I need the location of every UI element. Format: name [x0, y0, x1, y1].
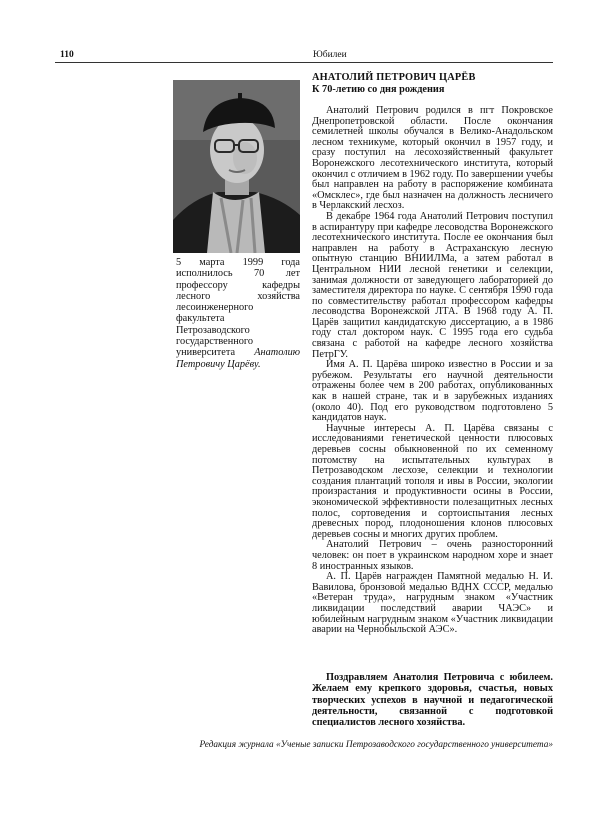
portrait-illustration — [173, 80, 300, 253]
greeting-text: Поздравляем Анатолия Петровича с юбилеем. Желаем ему крепкого здоровья, счастья, новых творческих успехов в научной и педагогической деятельности, связанной с подготовкой специалистов лесного хозяйства. — [312, 672, 553, 729]
paragraph: А. П. Царёв награжден Памятной медалью Н. И. Вавилова, бронзовой медалью ВДНХ СССР, медалью «Ветеран труда», нагрудным знаком «Участник ликвидации последствий аварии ЧАЭС» и юбилейным нагрудным знаком «Участник ликвидации аварии на Чернобыльской АЭС». — [312, 571, 553, 636]
paragraph: Анатолий Петрович родился в пгт Покровское Днепропетровской области. После окончания семилетней школы обучался в Велико-Анадольском лесном техникуме, который окончил в 1957 году, и сразу поступил на лесохозяйственный факультет Воронежского лесотехнического института, который окончил с отличием в 1962 году. По завершении учебы был направлен на работу в распоряжение комбината «Омсклес», где был назначен на должность лесничего в Черлакский лесхоз. — [312, 105, 553, 212]
article-subtitle: К 70-летию со дня рождения — [312, 84, 445, 95]
header-rule — [55, 62, 553, 63]
article-title: АНАТОЛИЙ ПЕТРОВИЧ ЦАРЁВ — [312, 72, 476, 83]
page-number: 110 — [60, 50, 74, 60]
greeting-block — [312, 672, 553, 728]
running-head: Юбилеи — [313, 50, 347, 60]
page-header — [55, 49, 553, 65]
caption-text: 5 марта 1999 года исполнилось 70 лет профессору кафедры лесного хозяйства лесоинженерного факультета Петрозаводского государственного университета — [176, 257, 300, 359]
photo-caption — [176, 257, 300, 370]
paragraph: В декабре 1964 года Анатолий Петрович поступил в аспирантуру при кафедре лесоводства Воронежского лесотехнического института. После ее окончания был направлен на работу в Астраханскую лесную опытную станцию ВНИИЛМа, а затем работал в Центральном НИИ лесной генетики и селекции, занимая должности от заведующего лабораторией до заместителя директора по науке. С сентября 1990 года по совместительству работал профессором кафедры лесоводства Воронежской ЛТА. В 1968 году А. П. Царёв защитил кандидатскую диссертацию, а в 1986 году стал доктором наук. С 1995 года его судьба связана с работой на кафедре лесного хозяйства ПетрГУ. — [312, 210, 553, 360]
portrait-photo — [173, 80, 300, 253]
article-body — [312, 106, 553, 636]
editorial-signature: Редакция журнала «Ученые записки Петрозаводского государственного университета» — [199, 740, 553, 750]
paragraph: Имя А. П. Царёва широко известно в России и за рубежом. Результаты его научной деятельности отражены более чем в 200 работах, опубликованных как в нашей стране, так и в зарубежных изданиях (около 40). Под его руководством подготовлено 5 кандидатов наук. — [312, 359, 553, 424]
caption-name: Анатолию Петровичу Царёву. — [176, 347, 300, 370]
paragraph: Научные интересы А. П. Царёва связаны с исследованиями генетической ценности плюсовых деревьев сосны обыкновенной по их семенному потомству на испытательных культурах в Петрозаводском лесхозе, селекции и технологии создания плантаций тополя и ивы в России, экологии произрастания и продуктивности осины в России, экономической эффективности полезащитных лесных полос, сортоведения и сортоиспытания лесных древесных пород, плодоношения клонов плюсовых деревьев сосны и многих других проблем. — [312, 422, 553, 540]
paragraph: Анатолий Петрович – очень разносторонний человек: он поет в украинском народном хоре и знает 8 иностранных языков. — [312, 539, 553, 572]
